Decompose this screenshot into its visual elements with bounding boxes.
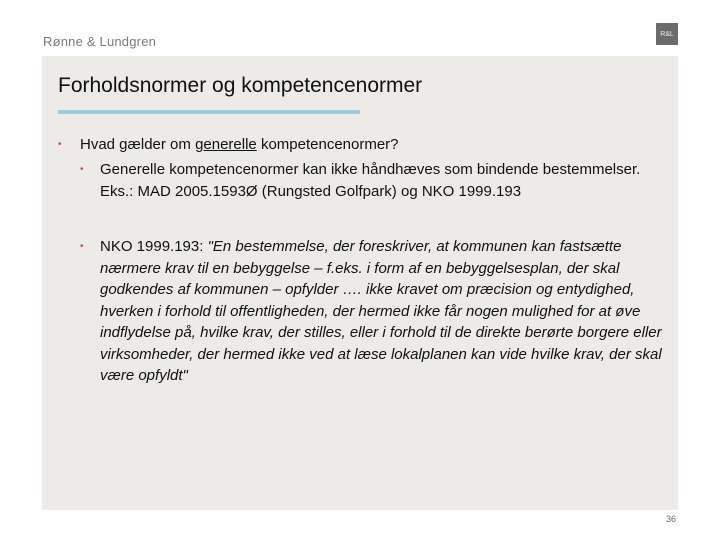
bullet-icon: • — [58, 139, 62, 150]
citation: NKO 1999.193: — [100, 238, 208, 255]
bullet-text: kompetencenormer? — [256, 136, 399, 153]
slide-title: Forholdsnormer og kompetencenormer — [58, 74, 423, 97]
logo-badge: R&L — [656, 23, 678, 45]
sub-bullet-text: Generelle kompetencenormer kan ikke håndhæves som bindende bestemmelser. Eks.: MAD 2005.1593Ø (Rungsted Golfpark) og NKO 1999.193 — [100, 161, 641, 200]
slide-panel — [42, 56, 678, 510]
bullet-icon: • — [80, 164, 84, 175]
page-number: 36 — [666, 514, 677, 524]
sub-bullet-1 — [80, 159, 670, 202]
quote-text: "En bestemmelse, der foreskriver, at kommunen kan fastsætte nærmere krav til en bebyggelse – f.eks. i form af en bebyggelsesplan, der skal godkendes af kommunen – opfylder …. ikke kravet om præcision og entydighed, hverken i forhold til offentligheden, der hermed ikke får nogen mulighed for at øve indflydelse på, hvilke krav, der stilles, eller i forhold til de direkte berørte borgere eller virksomheder, der hermed ikke ved at læse lokalplanen kan vide hvilke krav, der skal være opfyldt" — [100, 238, 662, 384]
underlined-word: generelle — [195, 136, 257, 153]
logo: Rønne & Lundgren — [43, 34, 157, 49]
title-accent-bar — [58, 110, 360, 114]
sub-bullet-2 — [80, 236, 670, 387]
bullet-text: Hvad gælder om — [80, 136, 196, 153]
bullet-1 — [58, 134, 399, 155]
bullet-icon: • — [80, 241, 84, 252]
